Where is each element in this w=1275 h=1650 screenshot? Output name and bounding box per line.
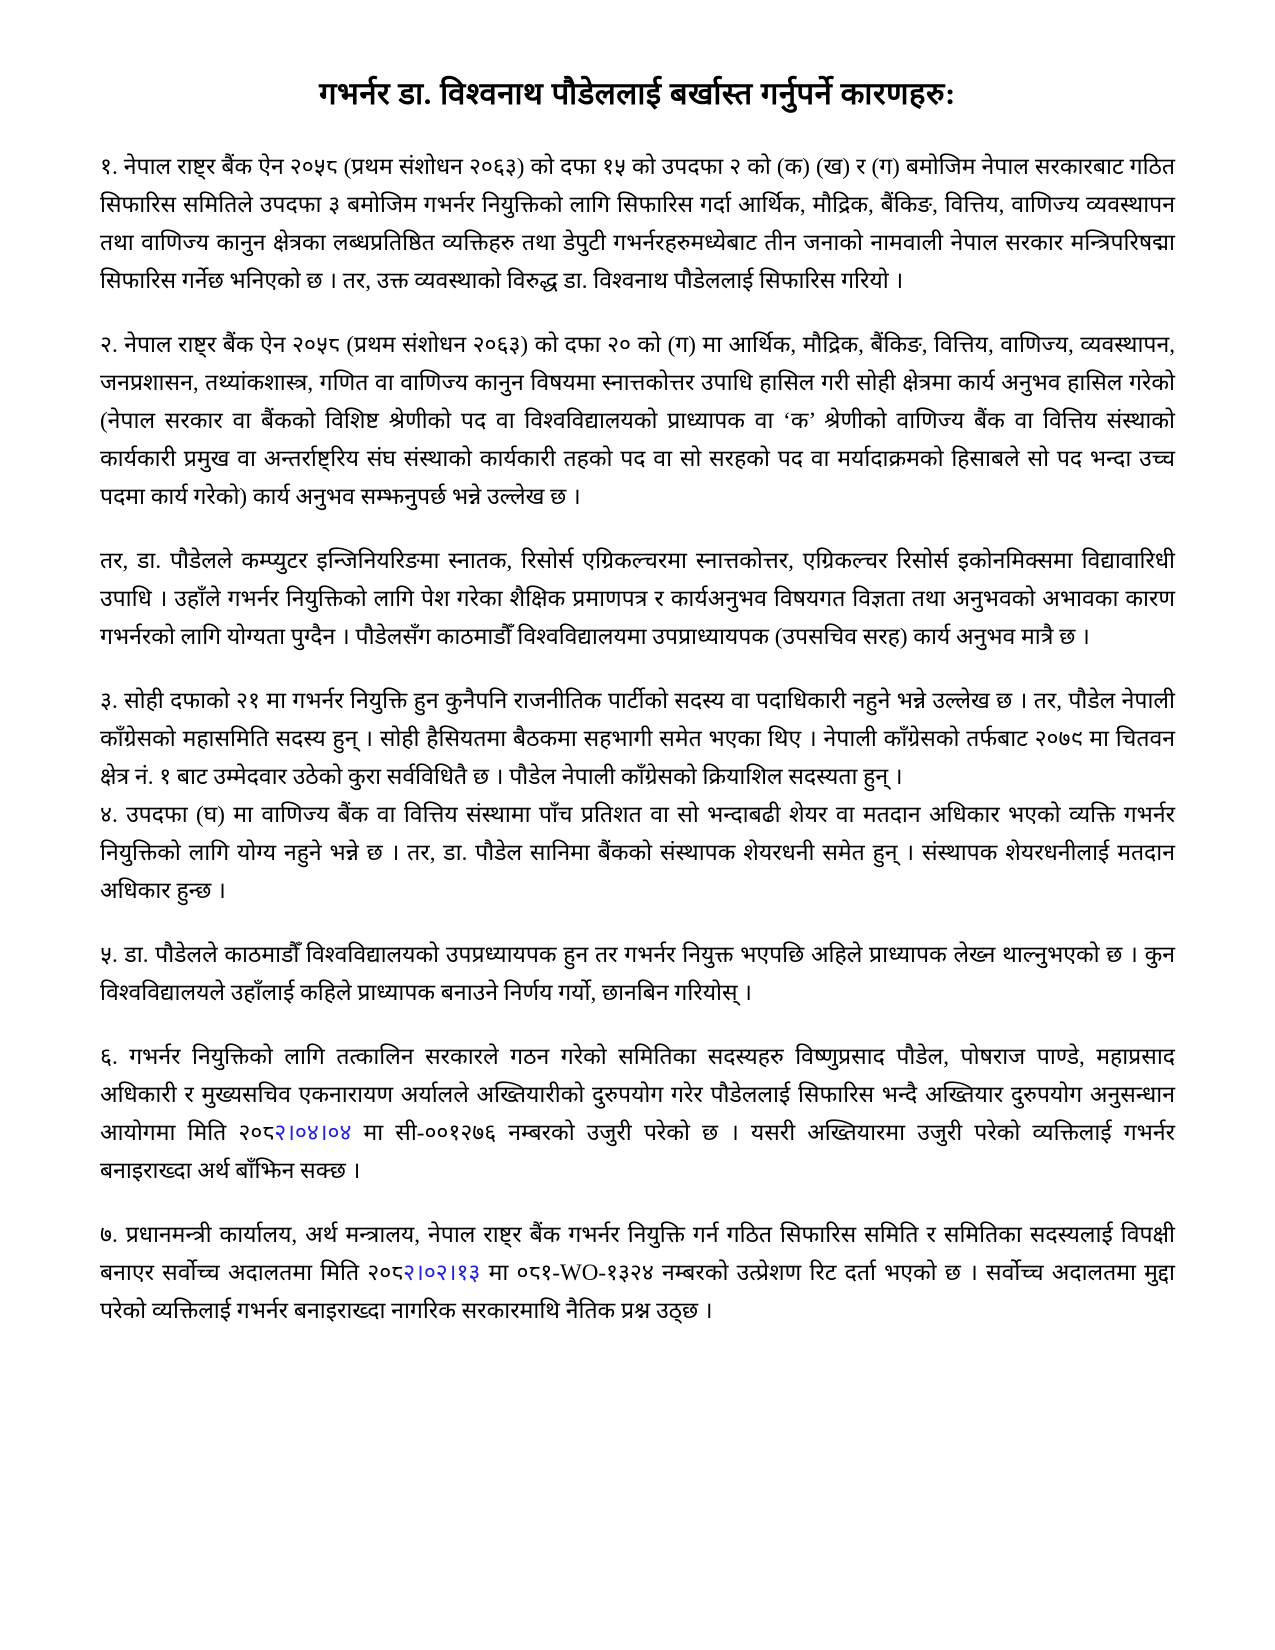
- date-highlight: २।०२।१३: [403, 1260, 481, 1285]
- paragraph-3: [100, 682, 1175, 796]
- date-highlight: २।०४।०४: [274, 1120, 352, 1145]
- paragraph-1: [100, 148, 1175, 300]
- document-body: [100, 0, 1175, 1330]
- paragraph-7: [100, 1216, 1175, 1330]
- text-run: ३. सोही दफाको २१ मा गभर्नर नियुक्ति हुन कुनैपनि राजनीतिक पार्टीको सदस्य वा पदाधिकारी नहुने भन्ने उल्लेख छ । तर, पौडेल नेपाली काँग्रेसको महासमिति सदस्य हुन् । सोही हैसियतमा बैठकमा सहभागी समेत भएका थिए । नेपाली काँग्रेसको तर्फबाट २०७९ मा चितवन क्षेत्र नं. १ बाट उम्मेदवार उठेको कुरा सर्वविधितै छ । पौडेल नेपाली काँग्रेसको क्रियाशिल सदस्यता हुन् ।: [100, 688, 1175, 789]
- paragraph-2b: [100, 542, 1175, 656]
- paragraph-6: [100, 1038, 1175, 1190]
- text-run: २. नेपाल राष्ट्र बैंक ऐन २०५८ (प्रथम संशोधन २०६३) को दफा २० को (ग) मा आर्थिक, मौद्रिक, बैंकिङ, वित्तिय, वाणिज्य, व्यवस्थापन, जनप्रशासन, तथ्यांकशास्त्र, गणित वा वाणिज्य कानुन विषयमा स्नात्तकोत्तर उपाधि हासिल गरी सोही क्षेत्रमा कार्य अनुभव हासिल गरेको (नेपाल सरकार वा बैंकको विशिष्ट श्रेणीको पद वा विश्वविद्यालयको प्राध्यापक वा ‘क’ श्रेणीको वाणिज्य बैंक वा वित्तिय संस्थाको कार्यकारी प्रमुख वा अन्तर्राष्ट्रिय संघ संस्थाको कार्यकारी तहको पद वा सो सरहको पद वा मर्यादाक्रमको हिसाबले सो पद भन्दा उच्च पदमा कार्य गरेको) कार्य अनुभव सम्झनुपर्छ भन्ने उल्लेख छ ।: [100, 332, 1175, 509]
- text-run: तर, डा. पौडेलले कम्प्युटर इन्जिनियरिङमा स्नातक, रिसोर्स एग्रिकल्चरमा स्नात्तकोत्तर, एग्रिकल्चर रिसोर्स इकोनमिक्समा विद्यावारिधी उपाधि । उहाँले गभर्नर नियुक्तिको लागि पेश गरेका शैक्षिक प्रमाणपत्र र कार्यअनुभव विषयगत विज्ञता तथा अनुभवको अभावका कारण गभर्नरको लागि योग्यता पुग्दैन । पौडेलसँग काठमाडौँ विश्वविद्यालयमा उपप्राध्यायपक (उपसचिव सरह) कार्य अनुभव मात्रै छ ।: [100, 548, 1175, 649]
- paragraph-4: [100, 796, 1175, 910]
- text-run: १. नेपाल राष्ट्र बैंक ऐन २०५८ (प्रथम संशोधन २०६३) को दफा १५ को उपदफा २ को (क) (ख) र (ग) बमोजिम नेपाल सरकारबाट गठित सिफारिस समितिले उपदफा ३ बमोजिम गभर्नर नियुक्तिको लागि सिफारिस गर्दा आर्थिक, मौद्रिक, बैंकिङ, वित्तिय, वाणिज्य व्यवस्थापन तथा वाणिज्य कानुन क्षेत्रका लब्धप्रतिष्ठित व्यक्तिहरु तथा डेपुटी गभर्नरहरुमध्येबाट तीन जनाको नामवाली नेपाल सरकार मन्त्रिपरिषद्मा सिफारिस गर्नेछ भनिएको छ । तर, उक्त व्यवस्थाको विरुद्ध डा. विश्वनाथ पौडेललाई सिफारिस गरियो ।: [100, 154, 1175, 293]
- text-run: ५. डा. पौडेलले काठमाडौँ विश्वविद्यालयको उपप्रध्यायपक हुन तर गभर्नर नियुक्त भएपछि अहिले प्राध्यापक लेख्न थाल्नुभएको छ । कुन विश्वविद्यालयले उहाँलाई कहिले प्राध्यापक बनाउने निर्णय गर्यो, छानबिन गरियोस् ।: [100, 942, 1175, 1005]
- text-run: ४. उपदफा (घ) मा वाणिज्य बैंक वा वित्तिय संस्थामा पाँच प्रतिशत वा सो भन्दाबढी शेयर वा मतदान अधिकार भएको व्यक्ति गभर्नर नियुक्तिको लागि योग्य नहुने भन्ने छ । तर, डा. पौडेल सानिमा बैंकको संस्थापक शेयरधनी समेत हुन् । संस्थापक शेयरधनीलाई मतदान अधिकार हुन्छ ।: [100, 802, 1175, 903]
- text-run: मा सी-००१२७६ नम्बरको उजुरी परेको छ । यसरी अख्तियारमा उजुरी परेको व्यक्तिलाई गभर्नर बनाइराख्दा अर्थ बाँझिन सक्छ ।: [100, 1120, 1175, 1183]
- text-run: ७. प्रधानमन्त्री कार्यालय, अर्थ मन्त्रालय, नेपाल राष्ट्र बैंक गभर्नर नियुक्ति गर्न गठित सिफारिस समिति र समितिका सदस्यलाई विपक्षी बनाएर सर्वोच्च अदालतमा मिति २०८: [100, 1222, 1175, 1285]
- paragraph-2: [100, 326, 1175, 516]
- paragraph-5: [100, 936, 1175, 1012]
- text-run: मा ०८१-WO-१३२४ नम्बरको उत्प्रेशण रिट दर्ता भएको छ । सर्वोच्च अदालतमा मुद्दा परेको व्यक्तिलाई गभर्नर बनाइराख्दा नागरिक सरकारमाथि नैतिक प्रश्न उठ्छ ।: [100, 1260, 1175, 1323]
- page-title: गभर्नर डा. विश्वनाथ पौडेललाई बर्खास्त गर्नुपर्ने कारणहरु:: [319, 76, 956, 111]
- text-run: ६. गभर्नर नियुक्तिको लागि तत्कालिन सरकारले गठन गरेको समितिका सदस्यहरु विष्णुप्रसाद पौडेल, पोषराज पाण्डे, महाप्रसाद अधिकारी र मुख्यसचिव एकनारायण अर्यालले अख्तियारीको दुरुपयोग गरेर पौडेललाई सिफारिस भन्दै अख्तियार दुरुपयोग अनुसन्धान आयोगमा मिति २०८: [100, 1044, 1175, 1145]
